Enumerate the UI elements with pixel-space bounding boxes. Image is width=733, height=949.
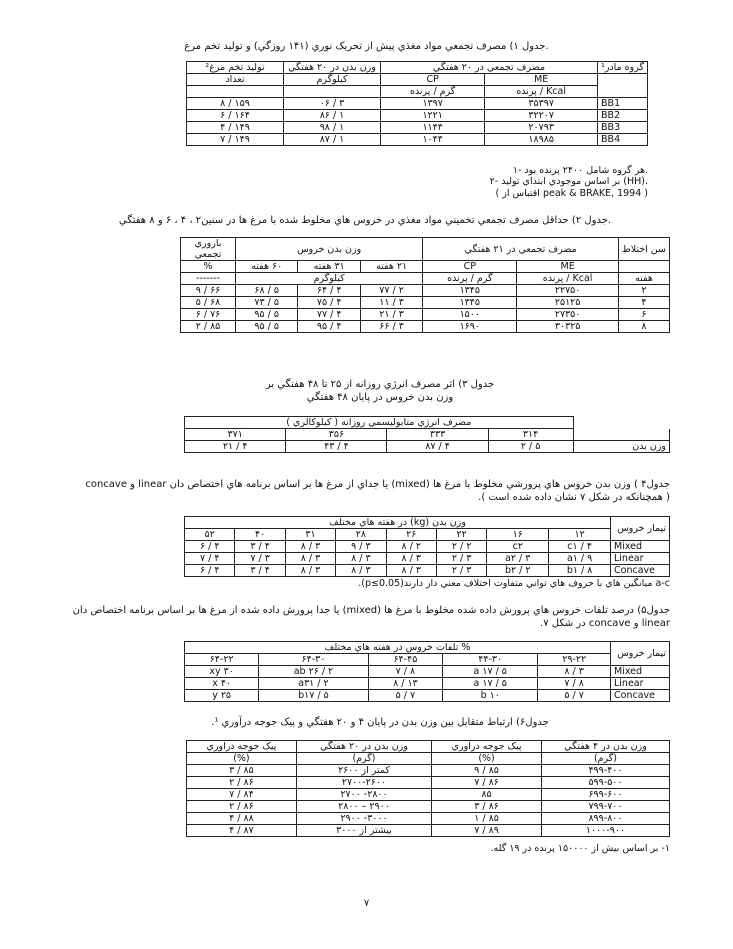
table6-caption: جدول۶) ارتباط متقابل بين وزن بدن در پايان ۴ و ۲۰ هفتگي و پيک جوجه درآوري ¹. <box>211 717 549 728</box>
table-row: BB2 ۳۲۲۰۷ ۱۲۲۱ ۱ / ۸۶ ۱۶۴ / ۶ <box>187 110 648 122</box>
t6-h-peak2: پيک جوجه درآوري <box>187 741 297 753</box>
t2-h-week: هفته <box>618 273 669 285</box>
table-row: Mixed ۳ / ۸ a ۱۷ / ۵ ۸ / ۷ ab ۲۶ / ۲ xy ۳۰ <box>185 666 670 678</box>
t1-h-group: گروه مادر¹ <box>598 62 648 74</box>
t1-h-cp-unit: گرم / پرنده <box>381 86 485 98</box>
table3-caption-1: جدول ۳) اثر مصرف انرژي روزانه از ۲۵ تا ۴۸ هفتگي بر <box>265 379 495 390</box>
t3-label-bw: وزن بدن <box>573 441 670 453</box>
t1-h-count: تعداد <box>187 74 284 86</box>
table-row: ۲ ۲۲۷۵۰ ۱۳۴۵ ۲ / ۷۷ ۴ / ۶۴ ۵ / ۶۸ ۶۶ / ۹ <box>181 285 670 297</box>
table5: تيمار خروس % تلفات خروس در هفته هاي مختلف ۲۹-۲۲ ۴۴-۳۰ ۶۴-۴۵ ۶۴-۳۰ ۶۴-۲۲ Mixed ۳ / ۸ a ۱۷ / ۵ ۸ / ۷ ab ۲۶ / ۲ xy ۳۰ Linear ۸ / ۷ a ۱۷ / ۵ ۱۳ / ۸ a۳۱ / ۲ x ۴۰ Concave ۷ / ۵ b ۱۰ ۷ / ۵ b۱۷ / ۵ y ۲۵ <box>184 641 670 702</box>
table-row: ۵۹۹-۵۰۰ ۸۶ / ۷ ۲۷۰۰-۲۶۰۰ ۸۶ / ۲ <box>187 777 670 789</box>
table-row: ۷۹۹-۷۰۰ ۸۶ / ۳ ۲۹۰۰ – ۲۸۰۰ ۸۶ / ۲ <box>187 801 670 813</box>
t1-h-egg: توليد تخم مرغ² <box>187 62 284 74</box>
t2-h-me: ME <box>517 261 619 273</box>
t2-h-w60: ۶۰ هفته <box>236 261 298 273</box>
t2-h-dash: ------- <box>181 273 236 285</box>
table-row: Concave ۷ / ۵ b ۱۰ ۷ / ۵ b۱۷ / ۵ y ۲۵ <box>185 690 670 702</box>
table3-caption-2: وزن بدن خروس در پايان ۴۸ هفتگي <box>306 392 454 403</box>
t1-note-1: ۱- هر گروه شامل ۲۴۰۰ پرنده بود. <box>512 165 648 176</box>
t1-note-2: ۲- بر اساس موجودي ابتداي توليد (HH). <box>489 176 648 187</box>
table-row: ۶۹۹-۶۰۰ ۸۵ ۲۸۰۰- ۲۷۰۰ ۸۴ / ۷ <box>187 789 670 801</box>
t2-h-pct: % <box>181 261 236 273</box>
t4-h-treat: تيمار خروس <box>611 517 670 541</box>
t2-h-me-unit: Kcal / پرنده <box>517 273 619 285</box>
table-row: ۴۹۹-۴۰۰ ۸۵ / ۹ کمتر از ۲۶۰۰ ۸۵ / ۳ <box>187 765 670 777</box>
table-row: Mixed c۱ / ۴ c۲ ۲ / ۲ ۲ / ۸ ۳ / ۹ ۳ / ۸ ۴ / ۳ ۴ / ۶ <box>185 541 670 553</box>
t6-h-bw20: وزن بدن در ۲۰ هفتگي <box>296 741 431 753</box>
table2 <box>180 237 670 333</box>
t2-h-feed: مصرف تجمعي در ۲۱ هفتگي <box>423 238 619 261</box>
table4: تيمار خروس وزن بدن (kg) در هفته هاي مختلف ۱۲ ۱۶ ۲۲ ۲۶ ۲۸ ۳۱ ۴۰ ۵۲ Mixed c۱ / ۴ c۲ ۲ / ۲ ۲ / ۸ ۳ / ۹ ۳ / ۸ ۴ / ۳ ۴ / ۶ Linear a۱ / ۹ a۲ / ۳ ۳ / ۲ ۳ / ۸ ۳ / ۸ ۳ / ۸ ۳ / ۷ ۴ / ۷ Concave b۱ / ۸ b۲ / ۲ ۳ / ۲ ۳ / ۸ ۳ / ۸ ۳ / ۸ ۴ / ۳ ۴ / ۶ <box>184 516 670 577</box>
table-row: ۱۰۰۰-۹۰۰ ۸۹ / ۷ بيشتر از ۳۰۰۰ ۸۷ / ۴ <box>187 825 670 837</box>
t2-h-cp-unit: گرم / پرنده <box>423 273 517 285</box>
table-row: Concave b۱ / ۸ b۲ / ۲ ۳ / ۲ ۳ / ۸ ۳ / ۸ ۳ / ۸ ۴ / ۳ ۴ / ۶ <box>185 565 670 577</box>
t1-h-me: ME <box>485 74 598 86</box>
t5-h-mort: % تلفات خروس در هفته هاي مختلف <box>185 642 611 654</box>
table-row: Linear a۱ / ۹ a۲ / ۳ ۳ / ۲ ۳ / ۸ ۳ / ۸ ۳ / ۸ ۳ / ۷ ۴ / ۷ <box>185 553 670 565</box>
t1-h-me-unit: Kcal / پرنده <box>485 86 598 98</box>
t2-h-bw: وزن بدن خروس <box>236 238 423 261</box>
table-row: وزن بدن ۵ / ۲ ۴ / ۸۷ ۴ / ۴۳ ۴ / ۲۱ <box>185 441 670 453</box>
t1-h-bw: وزن بدن در ۲۰ هفتگي <box>284 62 381 74</box>
t1-note-3: ( اقتباس از peak & BRAKE, 1994 ) <box>495 188 648 199</box>
page-number: ۷ <box>363 898 370 909</box>
t6-h-peak1: پيک جوجه درآوري <box>432 741 542 753</box>
table5-caption: جدول۵) درصد تلفات خروس هاي پرورش داده شده مخلوط با مرغ ها (mixed) يا جدا پرورش داده شده از مرغ ها بر اساس برنامه اختصاص دان linear و concave در شکل ۷. <box>72 605 670 629</box>
table-row: ۸ ۳۰۳۲۵ ۱۶۹۰ ۳ / ۶۶ ۴ / ۹۵ ۵ / ۹۵ ۸۵ / ۲ <box>181 321 670 333</box>
table4-caption: جدول۴ ) وزن بدن خروس هاي پرورشي مخلوط با مرغ ها (mixed) يا جداي از مرغ ها بر اساس برنامه هاي اختصاص دان linear و concave ( همچنانکه در شکل ۷ نشان داده شده است ). <box>85 479 670 503</box>
t2-h-age: سن اختلاط <box>618 238 669 261</box>
table2-caption: جدول ۲) حداقل مصرف تجمعي تخميني مواد مغذي در خروس هاي مخلوط شده با مرغ ها در سنين۲ ، ۴ ، ۶ و ۸ هفتگي. <box>118 215 612 226</box>
table-row: Linear ۸ / ۷ a ۱۷ / ۵ ۱۳ / ۸ a۳۱ / ۲ x ۴۰ <box>185 678 670 690</box>
table-row: BB3 ۲۰۷۹۳ ۱۱۴۴ ۱ / ۹۸ ۱۴۹ / ۴ <box>187 122 648 134</box>
t2-h-fert: باروري تجمعي <box>181 238 236 261</box>
t1-h-cp: CP <box>381 74 485 86</box>
t2-h-cp: CP <box>423 261 517 273</box>
table1-caption: جدول ۱) مصرف تجمعي مواد مغذي پيش از تحريک نوري (۱۴۱ روزگي) و توليد تخم مرغ. <box>184 41 549 52</box>
table-row: BB4 ۱۸۹۸۵ ۱۰۴۴ ۱ / ۸۷ ۱۴۹ / ۷ <box>187 134 648 146</box>
t1-h-kg: کيلوگرم <box>284 74 381 86</box>
t3-h-energy: مصرف انرژي متابوليسمي روزانه ( کيلوکالري ) <box>185 417 574 429</box>
table-row: ۶ ۲۷۳۵۰ ۱۵۰۰ ۳ / ۲۱ ۴ / ۷۷ ۵ / ۹۵ ۷۶ / ۶ <box>181 309 670 321</box>
t2-h-w21: ۲۱ هفته <box>360 261 422 273</box>
t4-footnote: a-c ميانگين هاي با حروف هاي تواني متفاوت اختلاف معني دار دارند(p≤0.05). <box>358 578 670 589</box>
table-row: ۸۹۹-۸۰۰ ۸۵ / ۱ ۳۰۰۰- ۲۹۰۰ ۸۸ / ۴ <box>187 813 670 825</box>
t1-h-feed: مصرف تجمعي در ۲۰ هفتگي <box>381 62 598 74</box>
table3: مصرف انرژي متابوليسمي روزانه ( کيلوکالري ) ۳۱۴ ۳۳۳ ۳۵۶ ۳۷۱ وزن بدن ۵ / ۲ ۴ / ۸۷ ۴ / ۴۳ ۴ / ۲۱ <box>184 416 670 453</box>
t4-h-bw: وزن بدن (kg) در هفته هاي مختلف <box>185 517 611 529</box>
table6: وزن بدن در ۴ هفتگي پيک جوجه درآوري وزن بدن در ۲۰ هفتگي پيک جوجه درآوري (گرم) (%) (گرم) (%) ۴۹۹-۴۰۰ ۸۵ / ۹ کمتر از ۲۶۰۰ ۸۵ / ۳ ۵۹۹-۵۰۰ ۸۶ / ۷ ۲۷۰۰-۲۶۰۰ ۸۶ / ۲ ۶۹۹-۶۰۰ ۸۵ ۲۸۰۰- ۲۷۰۰ ۸۴ / ۷ ۷۹۹-۷۰۰ ۸۶ / ۳ ۲۹۰۰ – ۲۸۰۰ ۸۶ / ۲ ۸۹۹-۸۰۰ ۸۵ / ۱ ۳۰۰۰- ۲۹۰۰ ۸۸ / ۴ ۱۰۰۰-۹۰۰ ۸۹ / ۷ بيشتر از ۳۰۰۰ ۸۷ / ۴ <box>186 740 670 837</box>
table-row: ۴ ۲۵۱۲۵ ۱۳۴۵ ۳ / ۱۱ ۴ / ۷۵ ۵ / ۷۳ ۶۸ / ۵ <box>181 297 670 309</box>
table-row: BB1 ۳۵۳۹۷ ۱۳۹۷ ۳ / ۰۶ ۱۵۹ / ۸ <box>187 98 648 110</box>
t2-h-w31: ۳۱ هفته <box>298 261 360 273</box>
table1 <box>186 61 648 146</box>
t6-h-bw4: وزن بدن در ۴ هفتگي <box>541 741 669 753</box>
t6-note: ۱- بر اساس بيش از ۱۵۰۰۰۰ پرنده در ۱۹ گله. <box>490 843 670 854</box>
t2-h-kg: کيلوگرم <box>236 273 423 285</box>
t5-h-treat: تيمار خروس <box>611 642 670 666</box>
